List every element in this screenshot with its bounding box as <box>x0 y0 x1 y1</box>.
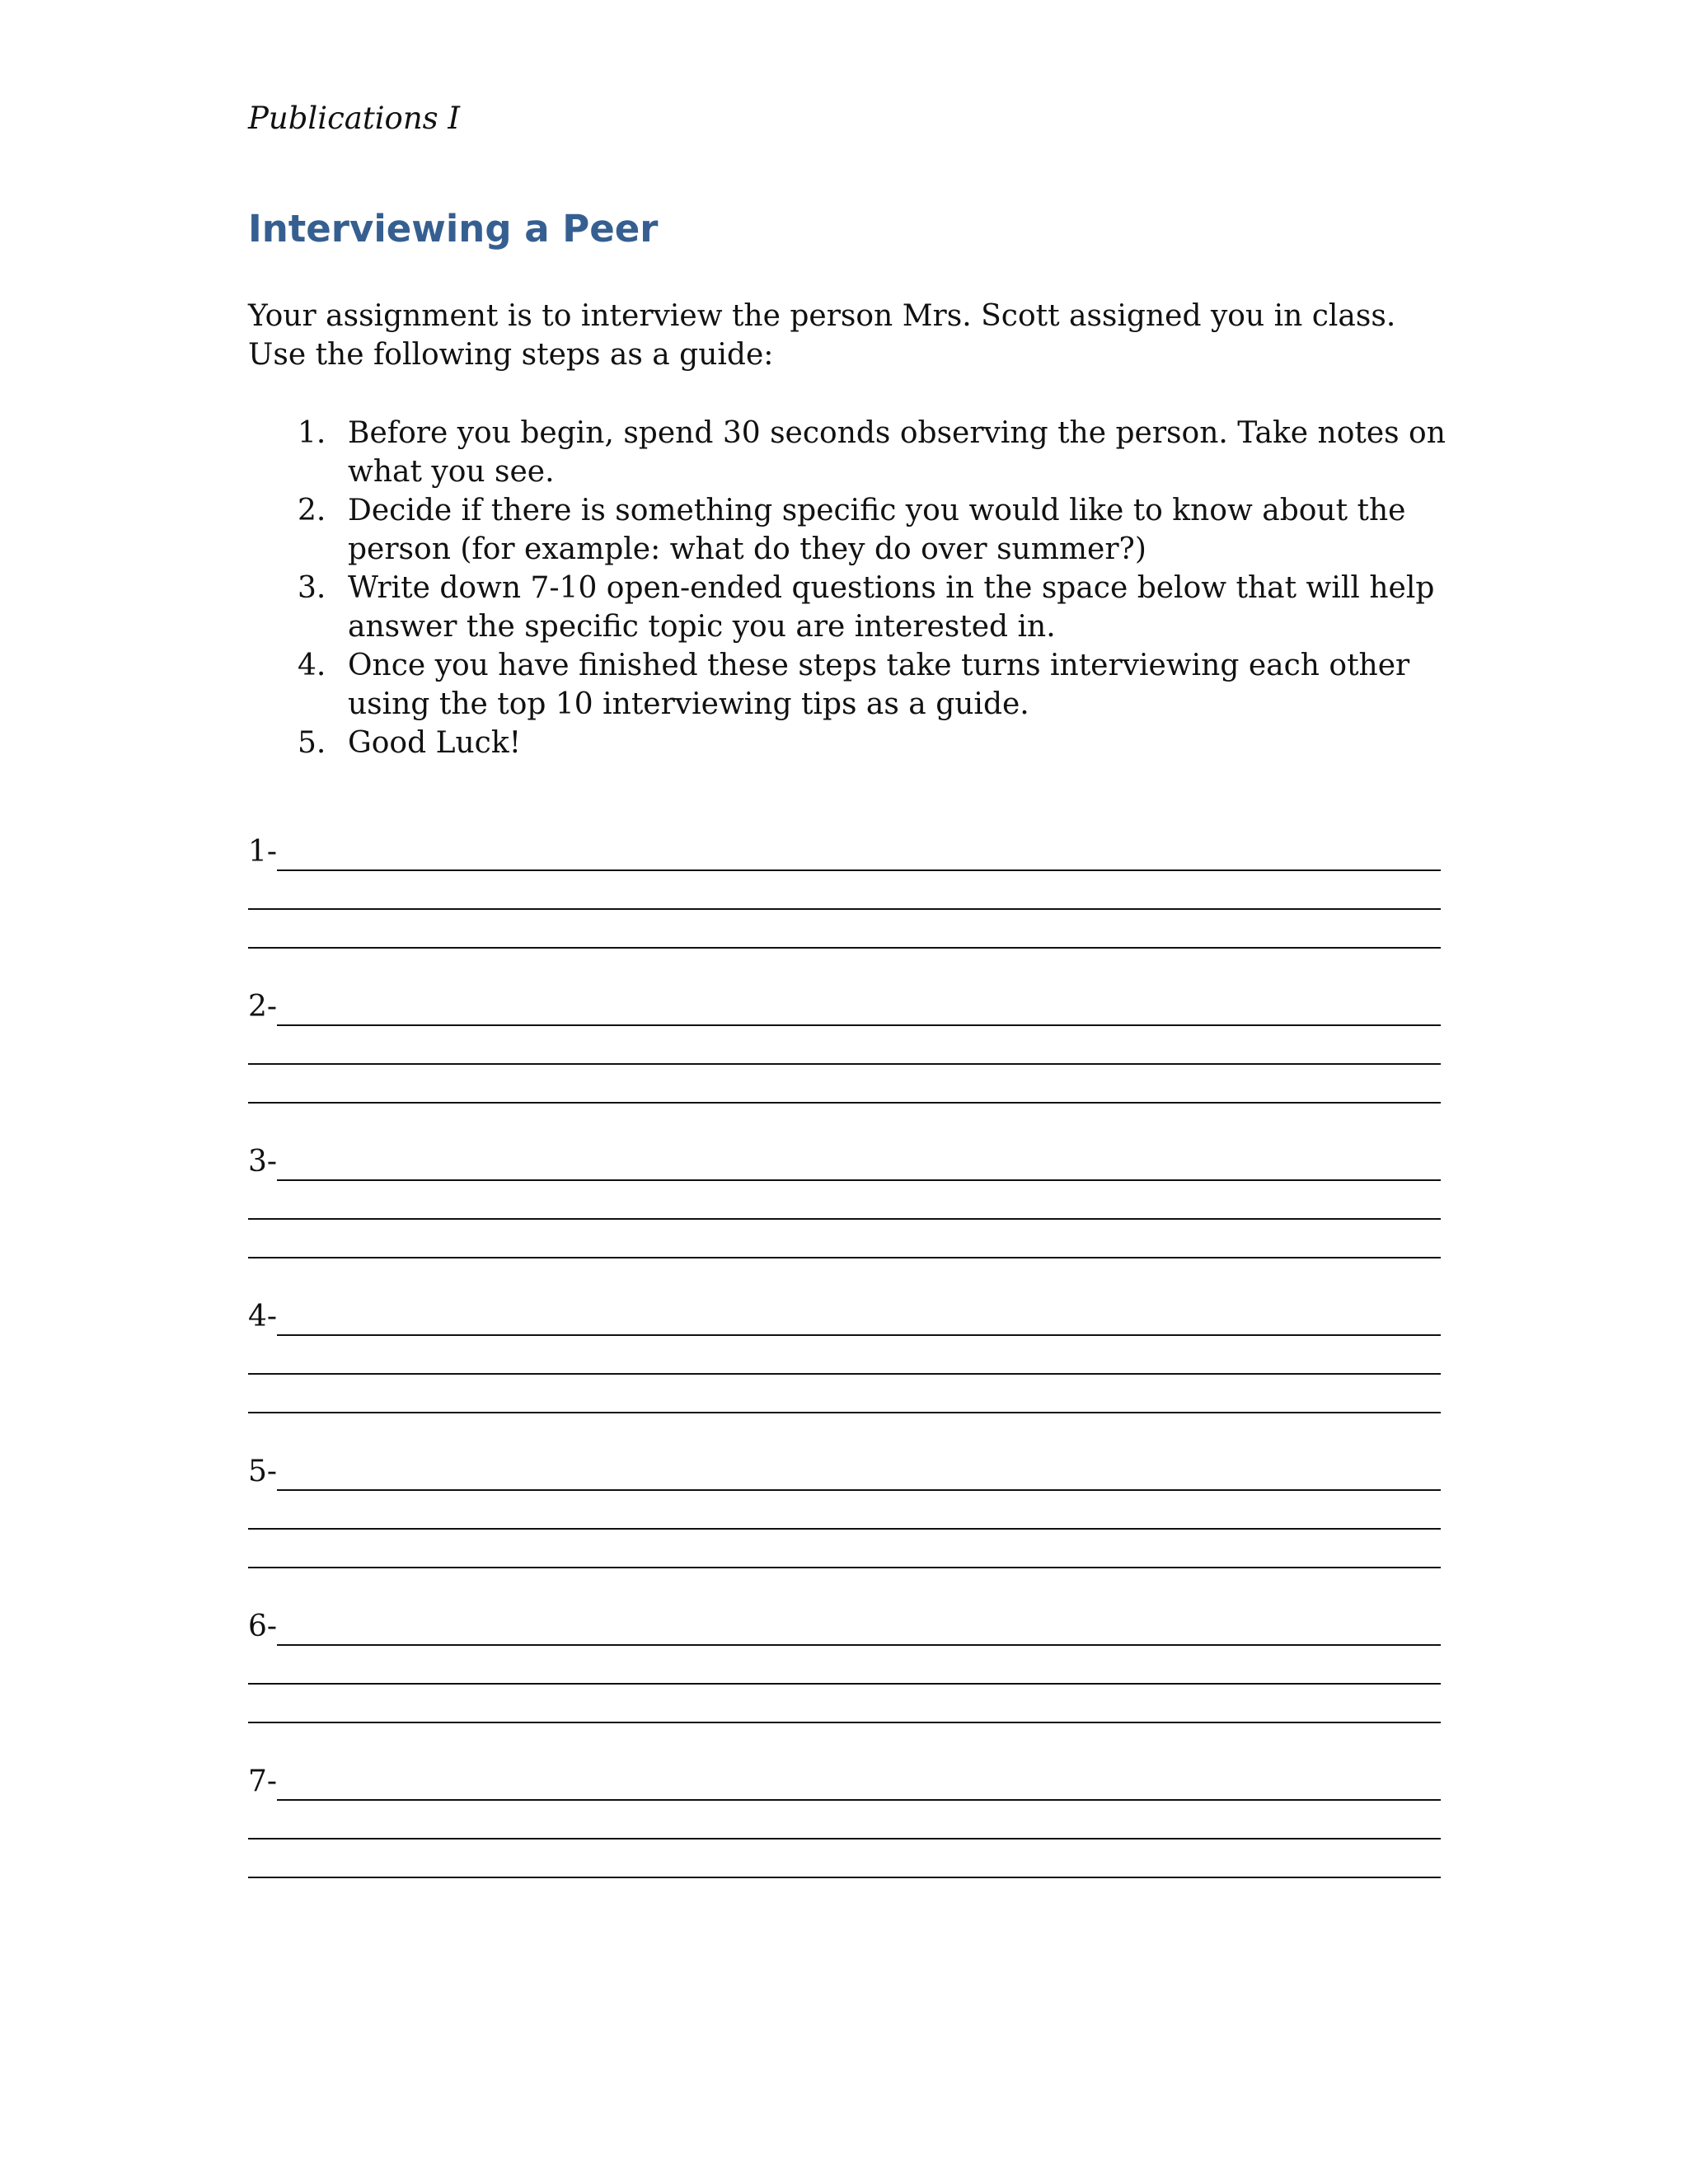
step-text: Once you have finished these steps take turns interviewing each other using the top 10 interviewing tips as a guide. <box>348 649 1410 721</box>
step-number: 2. <box>298 494 326 527</box>
step-item <box>248 491 1451 569</box>
question-first-line[interactable] <box>248 1607 1441 1646</box>
question-block <box>248 987 1441 1142</box>
step-number: 1. <box>298 416 326 450</box>
answer-line <box>277 1798 1441 1801</box>
question-number: 3- <box>248 1145 278 1179</box>
question-first-line[interactable] <box>248 1297 1441 1336</box>
question-answer-area <box>248 832 1441 1917</box>
question-block <box>248 1142 1441 1297</box>
question-number: 2- <box>248 990 278 1024</box>
question-number: 4- <box>248 1300 278 1333</box>
intro-paragraph: Your assignment is to interview the person Mrs. Scott assigned you in class. Use the following steps as a guide: <box>248 299 1396 372</box>
answer-line <box>277 869 1441 871</box>
step-number: 4. <box>298 649 326 682</box>
answer-line[interactable] <box>248 1840 1441 1878</box>
question-block <box>248 832 1441 987</box>
answer-line[interactable] <box>248 910 1441 949</box>
step-item <box>248 569 1451 646</box>
question-block <box>248 1452 1441 1607</box>
question-first-line[interactable] <box>248 1452 1441 1491</box>
step-number: 3. <box>298 571 326 605</box>
step-text: Decide if there is something specific you would like to know about the person (for example: what do they do over summer?) <box>348 494 1406 566</box>
steps-list <box>248 414 1451 762</box>
step-text: Write down 7-10 open-ended questions in the space below that will help answer the specific topic you are interested in. <box>348 571 1435 644</box>
question-number: 1- <box>248 835 278 869</box>
answer-line[interactable] <box>248 1220 1441 1258</box>
answer-line <box>277 1179 1441 1181</box>
answer-line[interactable] <box>248 1685 1441 1723</box>
question-block <box>248 1762 1441 1917</box>
page-title: Interviewing a Peer <box>248 207 659 251</box>
answer-line <box>277 1643 1441 1646</box>
answer-line[interactable] <box>248 1646 1441 1685</box>
answer-line <box>277 1333 1441 1336</box>
question-block <box>248 1297 1441 1452</box>
step-item <box>248 646 1451 724</box>
step-item <box>248 724 1451 762</box>
step-number: 5. <box>298 726 326 760</box>
step-text: Before you begin, spend 30 seconds observing the person. Take notes on what you see. <box>348 416 1446 489</box>
question-number: 7- <box>248 1765 278 1798</box>
question-number: 6- <box>248 1610 278 1643</box>
answer-line[interactable] <box>248 1026 1441 1065</box>
answer-line[interactable] <box>248 1065 1441 1104</box>
question-number: 5- <box>248 1455 278 1488</box>
question-first-line[interactable] <box>248 832 1441 871</box>
question-first-line[interactable] <box>248 1762 1441 1801</box>
answer-line[interactable] <box>248 1801 1441 1840</box>
question-first-line[interactable] <box>248 987 1441 1026</box>
answer-line[interactable] <box>248 1375 1441 1413</box>
answer-line[interactable] <box>248 1181 1441 1220</box>
answer-line[interactable] <box>248 1336 1441 1375</box>
course-header: Publications I <box>248 101 461 136</box>
step-item <box>248 414 1451 491</box>
answer-line[interactable] <box>248 1530 1441 1568</box>
answer-line[interactable] <box>248 1491 1441 1530</box>
answer-line[interactable] <box>248 871 1441 910</box>
question-first-line[interactable] <box>248 1142 1441 1181</box>
step-text: Good Luck! <box>348 726 522 760</box>
answer-line <box>277 1024 1441 1026</box>
question-block <box>248 1607 1441 1762</box>
answer-line <box>277 1488 1441 1491</box>
